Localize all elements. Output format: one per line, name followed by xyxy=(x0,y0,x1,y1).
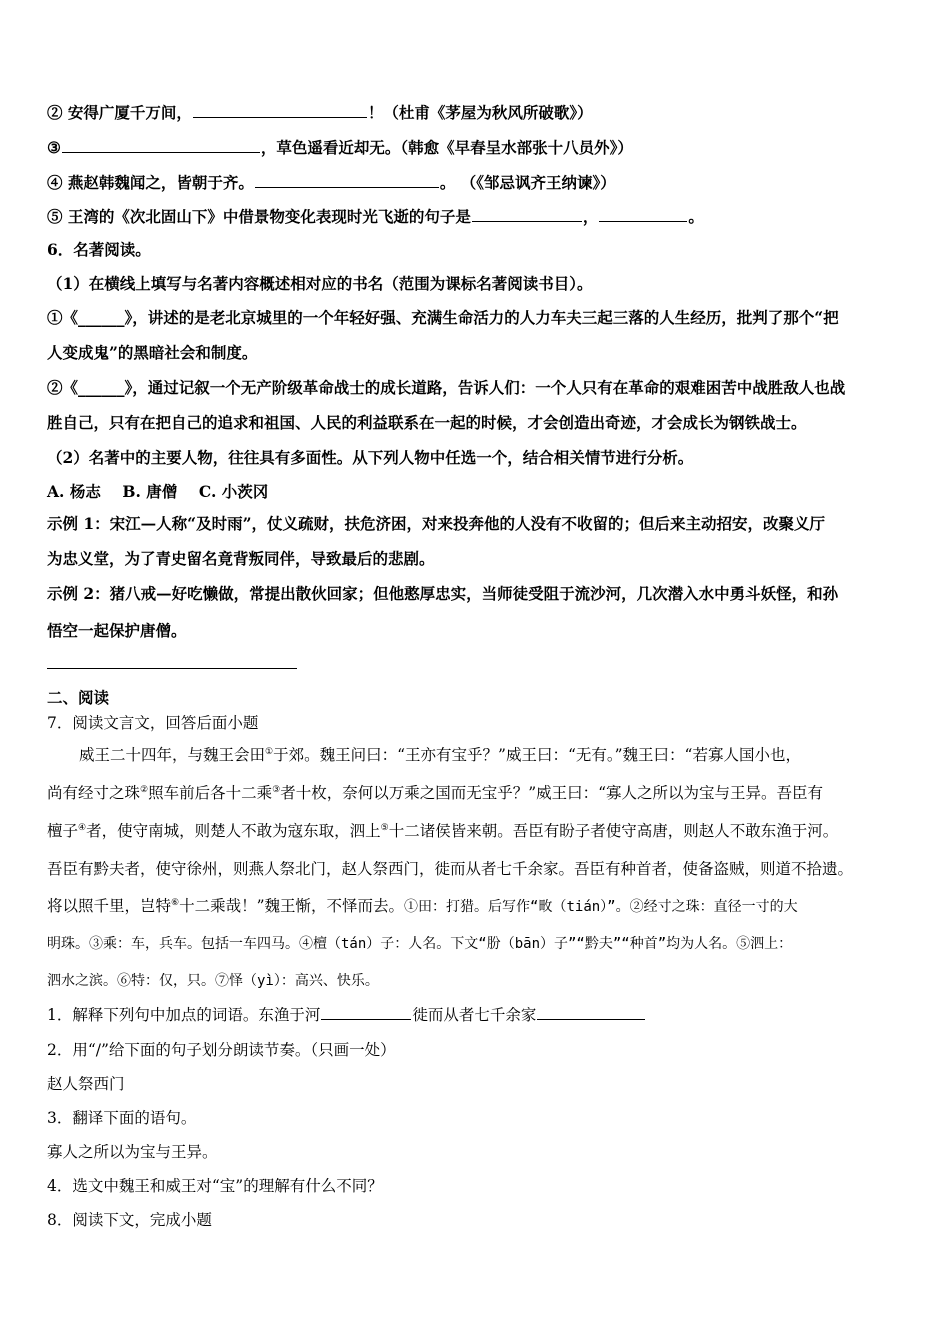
classical-text-line5: 将以照千里，岂特⑥十二乘哉！”魏王惭，不怿而去。①田：打猎。后写作“畋（tián）”。②经寸之珠：直径一寸的大 xyxy=(47,897,798,915)
q6-item2-line2: 胜自己，只有在把自己的追求和祖国、人民的利益联系在一起的时候，才会创造出奇迹，才会成长为钢铁战士。 xyxy=(47,413,807,432)
q6-options: A. 杨志 B. 唐僧 C. 小茨冈 xyxy=(47,482,269,501)
notes-line2: 明珠。③乘：车，兵车。包括一车四马。④檀（tán）子：人名。下文“朌（bān）子”“黔夫”“种首”均为人名。⑤泗上： xyxy=(47,936,793,952)
q6-example2-line2: 悟空一起保护唐僧。 xyxy=(47,621,187,640)
answer-blank[interactable] xyxy=(321,1004,411,1020)
subquestion-3-text: 寡人之所以为宝与王异。 xyxy=(47,1143,218,1161)
answer-blank[interactable] xyxy=(537,1004,645,1020)
classical-text-line3: 檀子④者，使守南城，则楚人不敢为寇东取，泗上⑤十二诸侯皆来朝。吾臣有盼子者使守高唐，则赵人不敢东渔于河。 xyxy=(47,822,839,840)
q6-item1-line1: ①《______》，讲述的是老北京城里的一个年轻好强、充满生命活力的人力车夫三起三落的人生经历，批判了那个“把 xyxy=(47,308,839,327)
subquestion-2: 2．用“/”给下面的句子划分朗读节奏。（只画一处） xyxy=(47,1041,396,1059)
poem-item-5: ⑤ 王湾的《次北固山下》中借景物变化表现时光飞逝的句子是 ， 。 xyxy=(47,207,704,226)
poem-item-4: ④ 燕赵韩魏闻之，皆朝于齐。 。 （《邹忌讽齐王纳谏》） xyxy=(47,173,616,192)
poem-item-2: ② 安得广厦千万间， ！（杜甫《茅屋为秋风所破歌》） xyxy=(47,103,593,122)
divider xyxy=(47,668,297,669)
q6-example1-line2: 为忠义堂，为了青史留名竟背叛同伴，导致最后的悲剧。 xyxy=(47,549,435,568)
q6-item2-line1: ②《______》，通过记叙一个无产阶级革命战士的成长道路，告诉人们：一个人只有在革命的艰难困苦中战胜敌人也战 xyxy=(47,378,846,397)
question-7-title: 7．阅读文言文，回答后面小题 xyxy=(47,714,259,732)
q6-part2: （2）名著中的主要人物，往往具有多面性。从下列人物中任选一个，结合相关情节进行分析。 xyxy=(47,448,694,467)
subquestion-4: 4．选文中魏王和威王对“宝”的理解有什么不同？ xyxy=(47,1177,383,1195)
answer-blank[interactable] xyxy=(255,172,439,188)
answer-blank[interactable] xyxy=(599,206,687,222)
q6-example2-line1: 示例 2：猪八戒—好吃懒做，常提出散伙回家；但他憨厚忠实，当师徒受阻于流沙河，几次潜入水中勇斗妖怪，和孙 xyxy=(47,584,839,603)
q6-part1: （1）在横线上填写与名著内容概述相对应的书名（范围为课标名著阅读书目）。 xyxy=(47,274,593,293)
answer-blank[interactable] xyxy=(62,137,260,153)
question-8-title: 8．阅读下文，完成小题 xyxy=(47,1211,212,1229)
question-6-title: 6．名著阅读。 xyxy=(47,240,151,259)
subquestion-1: 1．解释下列句中加点的词语。东渔于河 徙而从者七千余家 xyxy=(47,1004,910,1025)
classical-text-line2: 尚有经寸之珠②照车前后各十二乘③者十枚，奈何以万乘之国而无宝乎？”威王曰：“寡人之所以为宝与王异。吾臣有 xyxy=(47,784,824,802)
subquestion-2-text: 赵人祭西门 xyxy=(47,1075,125,1093)
subquestion-3: 3．翻译下面的语句。 xyxy=(47,1109,197,1127)
q6-item1-line2: 人变成鬼”的黑暗社会和制度。 xyxy=(47,343,258,362)
classical-text-line1: 威王二十四年，与魏王会田①于郊。魏王问曰：“王亦有宝乎？”威王曰：“无有。”魏王曰：“若寡人国小也， xyxy=(79,746,801,764)
answer-blank[interactable] xyxy=(472,206,582,222)
q6-example1-line1: 示例 1：宋江—人称“及时雨”，仗义疏财，扶危济困，对来投奔他的人没有不收留的；但后来主动招安，改聚义厅 xyxy=(47,514,826,533)
poem-item-3: ③ ，草色遥看近却无。（韩愈《早春呈水部张十八员外》） xyxy=(47,138,633,157)
section-heading-reading: 二、阅读 xyxy=(47,688,110,707)
classical-text-line4: 吾臣有黔夫者，使守徐州，则燕人祭北门，赵人祭西门，徙而从者七千余家。吾臣有种首者，使备盗贼，则道不拾遗。 xyxy=(47,860,854,878)
answer-blank[interactable] xyxy=(193,102,367,118)
notes-line3: 泗水之滨。⑥特：仅，只。⑦怿（yì）：高兴、快乐。 xyxy=(47,973,379,989)
